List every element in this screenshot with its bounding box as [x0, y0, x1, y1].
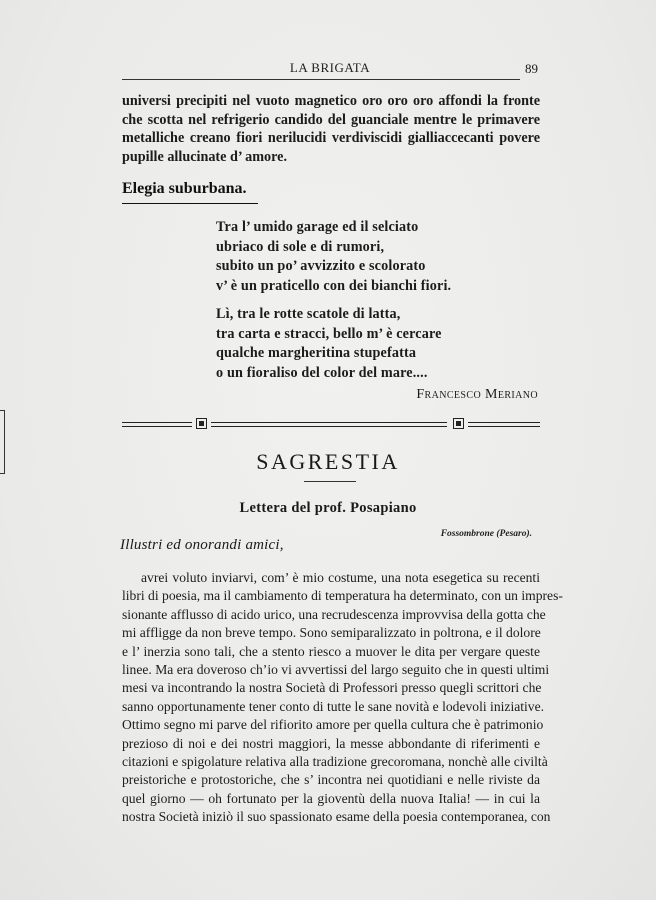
verse-line: ubriaco di sole e di rumori, — [216, 238, 385, 255]
divider-line — [468, 422, 540, 427]
text-line: e l’ inerzia sono tali, che a stento riesco a muover le dita per vergare queste — [122, 643, 540, 659]
poem-stanza-2 — [216, 305, 442, 384]
page-number: 89 — [525, 61, 538, 76]
verse-line: o un fioraliso del color del mare.... — [216, 365, 428, 382]
divider-line — [211, 422, 447, 427]
letter-place: Fossombrone (Pesaro). — [440, 529, 532, 539]
text-line: quel giorno — oh fortunato per la gioventù della nuova Italia! — in cui la — [122, 790, 540, 806]
running-header — [122, 60, 538, 82]
divider-ornament-icon — [196, 418, 207, 429]
text-line: metalliche creano fiori nerilucidi verdiviscidi gialliaccecanti povere — [122, 130, 540, 147]
text-line: che scotta nel refrigerio candido del guanciale mentre le primavere — [122, 111, 540, 128]
poem-stanza-1 — [216, 218, 451, 297]
text-line: universi precipiti nel vuoto magnetico oro oro oro affondi la fronte — [122, 93, 540, 109]
ornamental-divider — [122, 418, 540, 432]
text-line: mi affligge da non breve tempo. Sono semiparalizzato in poltrona, e il dolore — [122, 625, 541, 641]
verse-line: Tra l’ umido garage ed il selciato — [216, 219, 419, 235]
section-title-rule — [304, 481, 356, 482]
divider-ornament-icon — [453, 418, 464, 429]
text-line: nostra Società iniziò il suo spassionato esame della poesia contemporanea, con — [122, 809, 551, 825]
poem-title-underline — [122, 203, 258, 204]
verse-line: qualche margheritina stupefatta — [216, 345, 417, 362]
verse-line: v’ è un praticello con dei bianchi fiori. — [216, 278, 452, 295]
letter-body — [122, 569, 563, 827]
text-line: Ottimo segno mi parve del rifiorito amore per quella cultura che è patrimonio — [122, 717, 544, 733]
text-line: pupille allucinate d’ amore. — [122, 148, 287, 165]
letter-salutation: Illustri ed onorandi amici, — [120, 537, 284, 553]
text-line: sionante afflusso di acido urico, una recrudescenza improvvisa della gotta che — [122, 606, 546, 622]
verse-line: tra carta e stracci, bello m’ è cercare — [216, 325, 442, 342]
poem-title — [122, 180, 246, 198]
opening-paragraph — [122, 92, 540, 166]
text-line: prezioso di noi e dei nostri maggiori, la messe abbondante di riferimenti e — [122, 735, 540, 751]
text-line: libri di poesia, ma il cambiamento di temperatura ha determinato, con un impres- — [122, 588, 563, 604]
text-line: citazioni e spigolature relativa alla tradizione grecoromana, nonchè alle civiltà — [122, 754, 548, 770]
verse-line: Lì, tra le rotte scatole di latta, — [216, 306, 401, 322]
divider-line — [122, 422, 192, 427]
text-line: preistoriche e protostoriche, che s’ incontra nei quotidiani e nelle riviste da — [122, 772, 540, 788]
text-line: linee. Ma era doveroso ch’io vi avvertissi del largo seguito che in questi ultimi — [122, 662, 550, 678]
poem-author: Francesco Meriano — [416, 387, 538, 402]
text-line: avrei voluto inviarvi, com’ è mio costume, una nota esegetica su recenti — [141, 570, 540, 585]
poem-title-text: Elegia suburbana. — [122, 180, 247, 197]
running-title: LA BRIGATA — [289, 60, 371, 75]
header-rule — [122, 79, 520, 80]
text-line: sanno opportunamente tener conto di tutte le sane novità e lodevoli iniziative. — [122, 698, 545, 714]
section-subtitle: Lettera del prof. Posapiano — [239, 500, 417, 516]
verse-line: subito un po’ avvizzito e scolorato — [216, 258, 426, 275]
section-title: SAGRESTIA — [256, 449, 400, 474]
text-line: mesi va incontrando la nostra Società di Professori presso quegli scrittori che — [122, 680, 542, 696]
